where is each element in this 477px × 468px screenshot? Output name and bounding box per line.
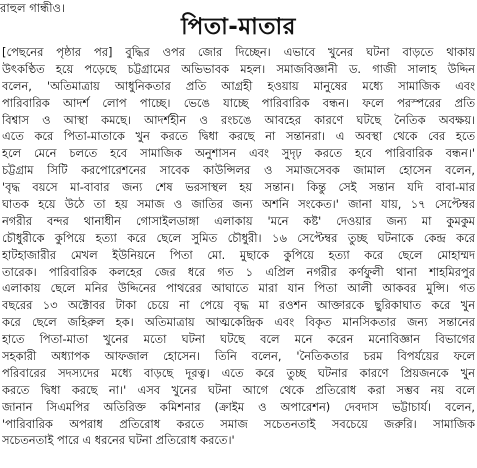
body-line-5: বিশ্বাস ও আস্থা কমছে। আদর্শহীন ও রংচঙে আবহের কারণে ঘটছে নৈতিক অবক্ষয়। <box>2 112 475 127</box>
body-line-7: হলে মেনে চলতে হবে সামাজিক অনুশাসন এবং সুদৃঢ় করতে হবে পারিবারিক বন্ধন।' <box>2 146 475 161</box>
body-line-9: 'বৃদ্ধ বয়সে মা-বাবার জন্য শেষ ভরসাস্থল হয় সন্তান। কিন্তু সেই সন্তান যদি বাবা-মার <box>2 180 475 195</box>
body-line-1 <box>2 44 475 61</box>
body-line-8: চট্টগ্রাম সিটি করপোরেশনের সাবেক কাউন্সিলর ও সমাজসেবক জামাল হোসেন বলেন, <box>2 163 475 178</box>
body-line-2: উৎকণ্ঠিত হয়ে পড়েছে চট্টগ্রামের অভিভাবক মহল। সমাজবিজ্ঞানী ড. গাজী সালাহ উদ্দিন <box>2 61 475 76</box>
article-body <box>2 44 475 449</box>
body-line-24: সচেতনতাই পারে এ ধরনের ঘটনা প্রতিরোধ করতে।' <box>2 433 235 448</box>
body-line-17: করে ছেলে জহিরুল হক। অতিমাত্রায় আত্মকেন্দ্রিক এবং বিকৃত মানসিকতার জন্য সন্তানের <box>2 315 475 330</box>
body-line-16: বছরের ১৩ অক্টোবর টাকা চেয়ে না পেয়ে বৃদ্ধ মা রওশন আক্তারকে ছুরিকাঘাত করে খুন <box>2 298 475 313</box>
body-line-1-text: বুদ্ধির ওপর জোর দিচ্ছেন। এভাবে খুনের ঘটনা বাড়তে থাকায় <box>112 45 475 59</box>
previous-article-tail: রাহুল গান্ধীও। <box>0 1 66 15</box>
body-line-6: এতে করে পিতা-মাতাকে খুন করতে দ্বিধা করছে না সন্তানরা। এ অবস্থা থেকে বের হতে <box>2 129 475 144</box>
body-line-21: করতে দ্বিধা করছে না।' এসব খুনের ঘটনা আগে থেকে প্রতিরোধ করা সম্ভব নয় বলে <box>2 382 475 397</box>
body-line-18: হাতে পিতা-মাতা খুনের মতো ঘটনা ঘটছে বলে মনে করেন মনোবিজ্ঞান বিভাগের <box>2 332 475 347</box>
body-line-4: পারিবারিক আদর্শ লোপ পাচ্ছে। ভেঙে যাচ্ছে পারিবারিক বন্ধন। ফলে পরস্পরের প্রতি <box>2 95 475 110</box>
body-line-19: সহকারী অধ্যাপক আফজাল হোসেন। তিনি বলেন, 'নৈতিকতার চরম বিপর্যয়ের ফলে <box>2 349 475 364</box>
continued-tag: [পেছনের পৃষ্ঠার পর] <box>2 45 113 59</box>
body-line-23: 'পারিবারিক অপরাধ প্রতিরোধ করতে সমাজ সচেতনতাই সবচেয়ে জরুরি। সামাজিক <box>2 416 475 431</box>
body-line-10: ঘাতক হয়ে উঠে তা হয় সমাজ ও জাতির জন্য অশনি সংকেত।' জানা যায়, ১৭ সেপ্টেম্বর <box>2 197 475 212</box>
body-line-3: বলেন, 'অতিমাত্রায় আধুনিকতার প্রতি আগ্রহী হওয়ায় মানুষের মধ্যে সামাজিক এবং <box>2 78 475 93</box>
headline: পিতা-মাতার <box>181 14 296 40</box>
body-line-22: জানান সিএমপির অতিরিক্ত কমিশনার (ক্রাইম ও অপারেশন) দেবদাস ভট্টাচার্য। বলেন, <box>2 399 475 414</box>
body-line-20: পরিবারের সদস্যদের মধ্যে বাড়ছে দূরত্ব। এতে করে তুচ্ছ ঘটনার কারণে প্রিয়জনকে খুন <box>2 365 475 380</box>
body-line-15: এলাকায় ছেলে মনির উদ্দিনের পাথরের আঘাতে মারা যান পিতা আলী আকবর মুন্সি। গত <box>2 281 475 296</box>
body-line-12: চৌধুরীকে কুপিয়ে হত্যা করে ছেলে সুমিত চৌধুরী। ১৬ সেপ্টেম্বর তুচ্ছ ঘটনাকে কেন্দ্র করে <box>2 230 475 245</box>
body-line-13: হাটহাজারীর মেখল ইউনিয়নে পিতা মো. মুছাকে কুপিয়ে হত্যা করে ছেলে মোহাম্মদ <box>2 247 475 262</box>
body-line-14: তারেক। পারিবারিক কলহের জের ধরে গত ১ এপ্রিল নগরীর কর্ণফুলী থানা শাহমিরপুর <box>2 264 475 279</box>
body-line-11: নগরীর বন্দর থানাধীন গোসাইলডাঙ্গা এলাকায় 'মনে কষ্ট' দেওয়ার জন্য মা কুমকুম <box>2 213 475 228</box>
